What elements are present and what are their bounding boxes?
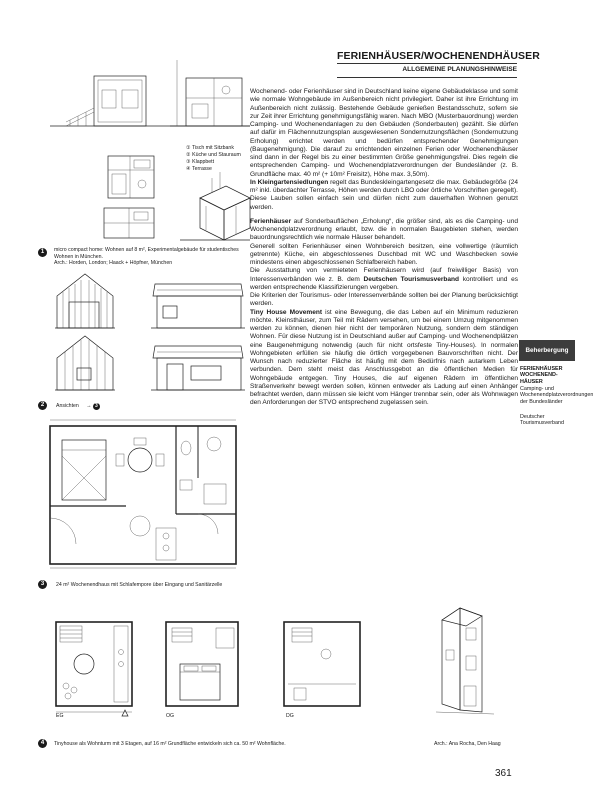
legend-item: Terrasse — [192, 166, 212, 172]
figure-1-legend: ① Tisch mit Sitzbank ② Küche und Stauraum ③ Klappbett ④ Terrasse — [186, 145, 241, 172]
micro-home-plan — [108, 156, 154, 198]
elevation-gable-back — [55, 336, 115, 390]
figure-4-credit: Arch.: Ana Rocha, Den Haag — [434, 741, 501, 747]
floor-plan-og — [166, 622, 238, 706]
paragraph-tiny-house: Tiny House Movement ist eine Bewegung, die das Leben auf ein Minimum reduzieren möchte. Kleinsthäuser, zum Teil mit Rädern versehen, um bei einem Umzug mitgenommen werden zu können, dienen hier nicht der temporären Nutzung, sondern dem ständigen Wohnen. Für diese Nutzung ist in Deutschland außer auf Camping- und Wochenendplätzen eine Baugenehmigung notwendig (auch für nicht ortsfeste Tiny-Houses). In normalen Wohngebieten erfüllen sie häufig die örtlich vorgegebenen Bauvorschriften nicht. Der Wunsch nach reduzierter Fläche ist häufig mit dem Bedürfnis nach autarkem Leben verbunden. Dem steht meist das Anschlussgebot an die öffentlichen Medien für Wohngebäude entgegen. Tiny Houses, die auf eigenen Rädern im öffentlichen Straßenverkehr bewegt werden sollen, können entweder als Ladung auf einen Anhänger befrachtet werden, dann müssen sie leicht vom Hänger trennbar sein, oder als Wohnwagen den Anforderungen der STVO entsprechend zugelassen sein. — [250, 308, 518, 407]
figure-number-1: 1 — [38, 248, 47, 257]
page-number: 361 — [495, 768, 512, 779]
subtitle-rule — [337, 77, 517, 78]
floor-label-og: OG — [166, 713, 175, 719]
legend-item: Tisch mit Sitzbank — [192, 145, 234, 151]
figure-4-tower-perspective — [436, 600, 496, 718]
sidebar-tab-beherbergung[interactable]: Beherbergung — [519, 340, 575, 361]
legend-item: Küche und Stauraum — [192, 152, 241, 158]
floor-label-eg: EG — [56, 713, 64, 719]
paragraph-kleingarten: In Kleingartensiedlungen regelt das Bundeskleingartengesetz die max. Gebäudegröße (24 m² inkl. überdachter Terrasse, Höhen werden durch LBO oder örtliche Vorschriften geregelt). Diese Lauben sollen einfach sein und dürfen nicht zum dauerhaften Wohnen genutzt werden. — [250, 178, 518, 211]
floor-plan-eg — [56, 622, 132, 706]
title-rule — [337, 63, 517, 64]
figure-4-floor-plans — [48, 612, 368, 718]
figure-number-4: 4 — [38, 739, 47, 748]
elevation-long-side — [151, 284, 245, 328]
micro-home-plan-lower — [104, 208, 154, 238]
paragraph-intro: Wochenend- oder Ferienhäuser sind in Deutschland keine eigene Gebäudeklasse und somit wie normale Wohngebäude im Außenbereich nicht privilegiert. Daher ist ihre Errichtung im Außenbereich nicht zulässig. Bestehende Gebäude genießen Bestandsschutz, sofern sie zur Zeit ihrer Errichtung genehmigungsfähig waren. Nach MBO (Musterbauordnung) werden Camping- und Wochenendanlagen zu den Gebäuden (Sonderbauten) gezählt. Sie dürfen auf dafür im Flächennutzungsplan ausgewiesenen Sondernutzungsflächen (Sondernutzung Erholung) errichtet werden und bedürfen entsprechender Genehmigungen (Baugenehmigung). Die darauf zu errichtenden einzelnen Ferien oder Wochenendhäuser sind dann in der Regel bis zu einer bestimmten Größe genehmigungsfrei. Dies regeln die entsprechenden Camping- und Wochenendplatzverordnungen der Bundesländer (z. B. Grundfläche max. 40 m² (+ 10m² Freisitz), Höhe max. 3,50m). — [250, 88, 518, 178]
paragraph-ausstattung: Generell sollten Ferienhäuser einen Wohnbereich besitzen, eine vollwertige (räumlich getrennte) Küche, ein abgeschlossenes Duschbad mit WC und Waschbecken sowie mindestens einen abgeschlossenen Schlafbereich haben. — [250, 242, 518, 266]
micro-home-isometric — [180, 172, 250, 240]
page-subtitle: ALLGEMEINE PLANUNGSHINWEISE — [402, 66, 517, 73]
legend-item: Klappbett — [192, 159, 215, 165]
figure-3-caption: 24 m² Wochenendhaus mit Schlafempore über Eingang und Sanitärzelle — [56, 582, 223, 588]
micro-home-section — [170, 60, 250, 126]
paragraph-kriterien: Die Kriterien der Tourismus- oder Interessenverbände sollten bei der Planung berücksichtigt werden. — [250, 292, 518, 308]
sidebar-item-ferienhaeuser[interactable]: FERIENHÄUSER WOCHENEND-HÄUSER — [520, 366, 563, 385]
elevation-gable-front — [55, 274, 115, 328]
elevation-long-side-2 — [151, 346, 245, 390]
figure-ref-3: 3 — [93, 403, 100, 410]
sidebar-item-tourismusverband[interactable]: Deutscher Tourismusverband — [520, 414, 565, 427]
arrow-icon: → — [86, 403, 92, 409]
sidebar-item-camping[interactable]: Camping- und Wochenendplatzverordnungen der Bundesländer — [520, 386, 593, 405]
figure-2-caption: Ansichten → 3 — [56, 403, 100, 410]
paragraph-tourismus: Die Ausstattung von vermieteten Ferienhäusern wird (auf freiwilliger Basis) von Interessenverbänden wie z. B. dem Deutschen Tourismusverband kontrolliert und es werden entsprechende Klassifizierungen vergeben. — [250, 267, 518, 291]
paragraph-ferienhaeuser: Ferienhäuser auf Sonderbauflächen „Erholung“, die größer sind, als es die Camping- und Wochenendplatzverordnung erlaubt, bzw. die in normalen Baugebieten stehen, werden bauordnungsrechtlich wie normale Häuser behandelt. — [250, 217, 518, 242]
figure-number-3: 3 — [38, 580, 47, 589]
figure-1-caption: micro compact home: Wohnen auf 8 m², Experimentalgebäude für studentisches Wohnen in München. Arch.: Horden, London; Haack + Höpfner, München — [54, 247, 239, 267]
figure-3-floor-plan — [46, 418, 242, 573]
figure-4-caption: Tinyhouse als Wohnturm mit 3 Etagen, auf 16 m² Grundfläche entwickeln sich ca. 50 m² Wohnfläche. — [54, 741, 286, 747]
floor-plan-dg — [284, 622, 360, 706]
micro-home-elevation — [50, 76, 250, 126]
body-text — [250, 88, 518, 408]
figure-number-2: 2 — [38, 401, 47, 410]
page-title: FERIENHÄUSER/WOCHENENDHÄUSER — [337, 50, 540, 62]
floor-label-dg: DG — [286, 713, 294, 719]
figure-2-elevations — [55, 272, 245, 394]
